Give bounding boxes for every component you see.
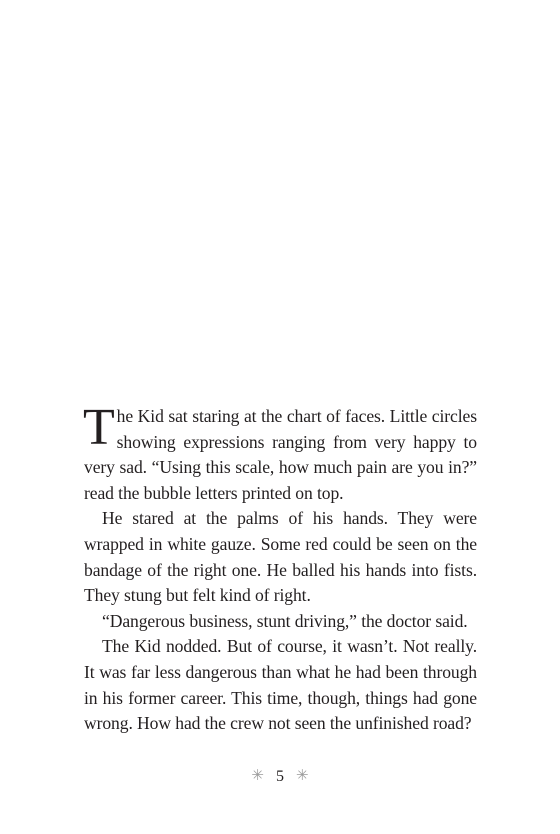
chapter-text — [83, 399, 477, 737]
drop-cap: T — [83, 399, 115, 456]
page-number: 5 — [276, 768, 284, 785]
asterisk-ornament-icon: ✳ — [251, 768, 264, 784]
page-footer — [0, 766, 560, 787]
paragraph-4: The Kid nodded. But of course, it wasn’t. Not really. It was far less dangerous than what he had been through in his former career. This time, though, things had gone wrong. How had the crew not seen the unfinished road? — [84, 636, 477, 734]
paragraph-3: “Dangerous business, stunt driving,” the doctor said. — [102, 610, 468, 631]
paragraph-2: He stared at the palms of his hands. They were wrapped in white gauze. Some red could be seen on the bandage of the right one. He balled his hands into fists. They stung but felt kind of right. — [84, 508, 477, 606]
opening-paragraph — [83, 399, 477, 506]
asterisk-ornament-icon: ✳ — [296, 768, 309, 784]
opening-paragraph-text: he Kid sat staring at the chart of faces. Little circles showing expressions ranging from very happy to very sad. “Using this scale, how much pain are you in?” read the bubble letters printed on top. — [84, 406, 477, 503]
